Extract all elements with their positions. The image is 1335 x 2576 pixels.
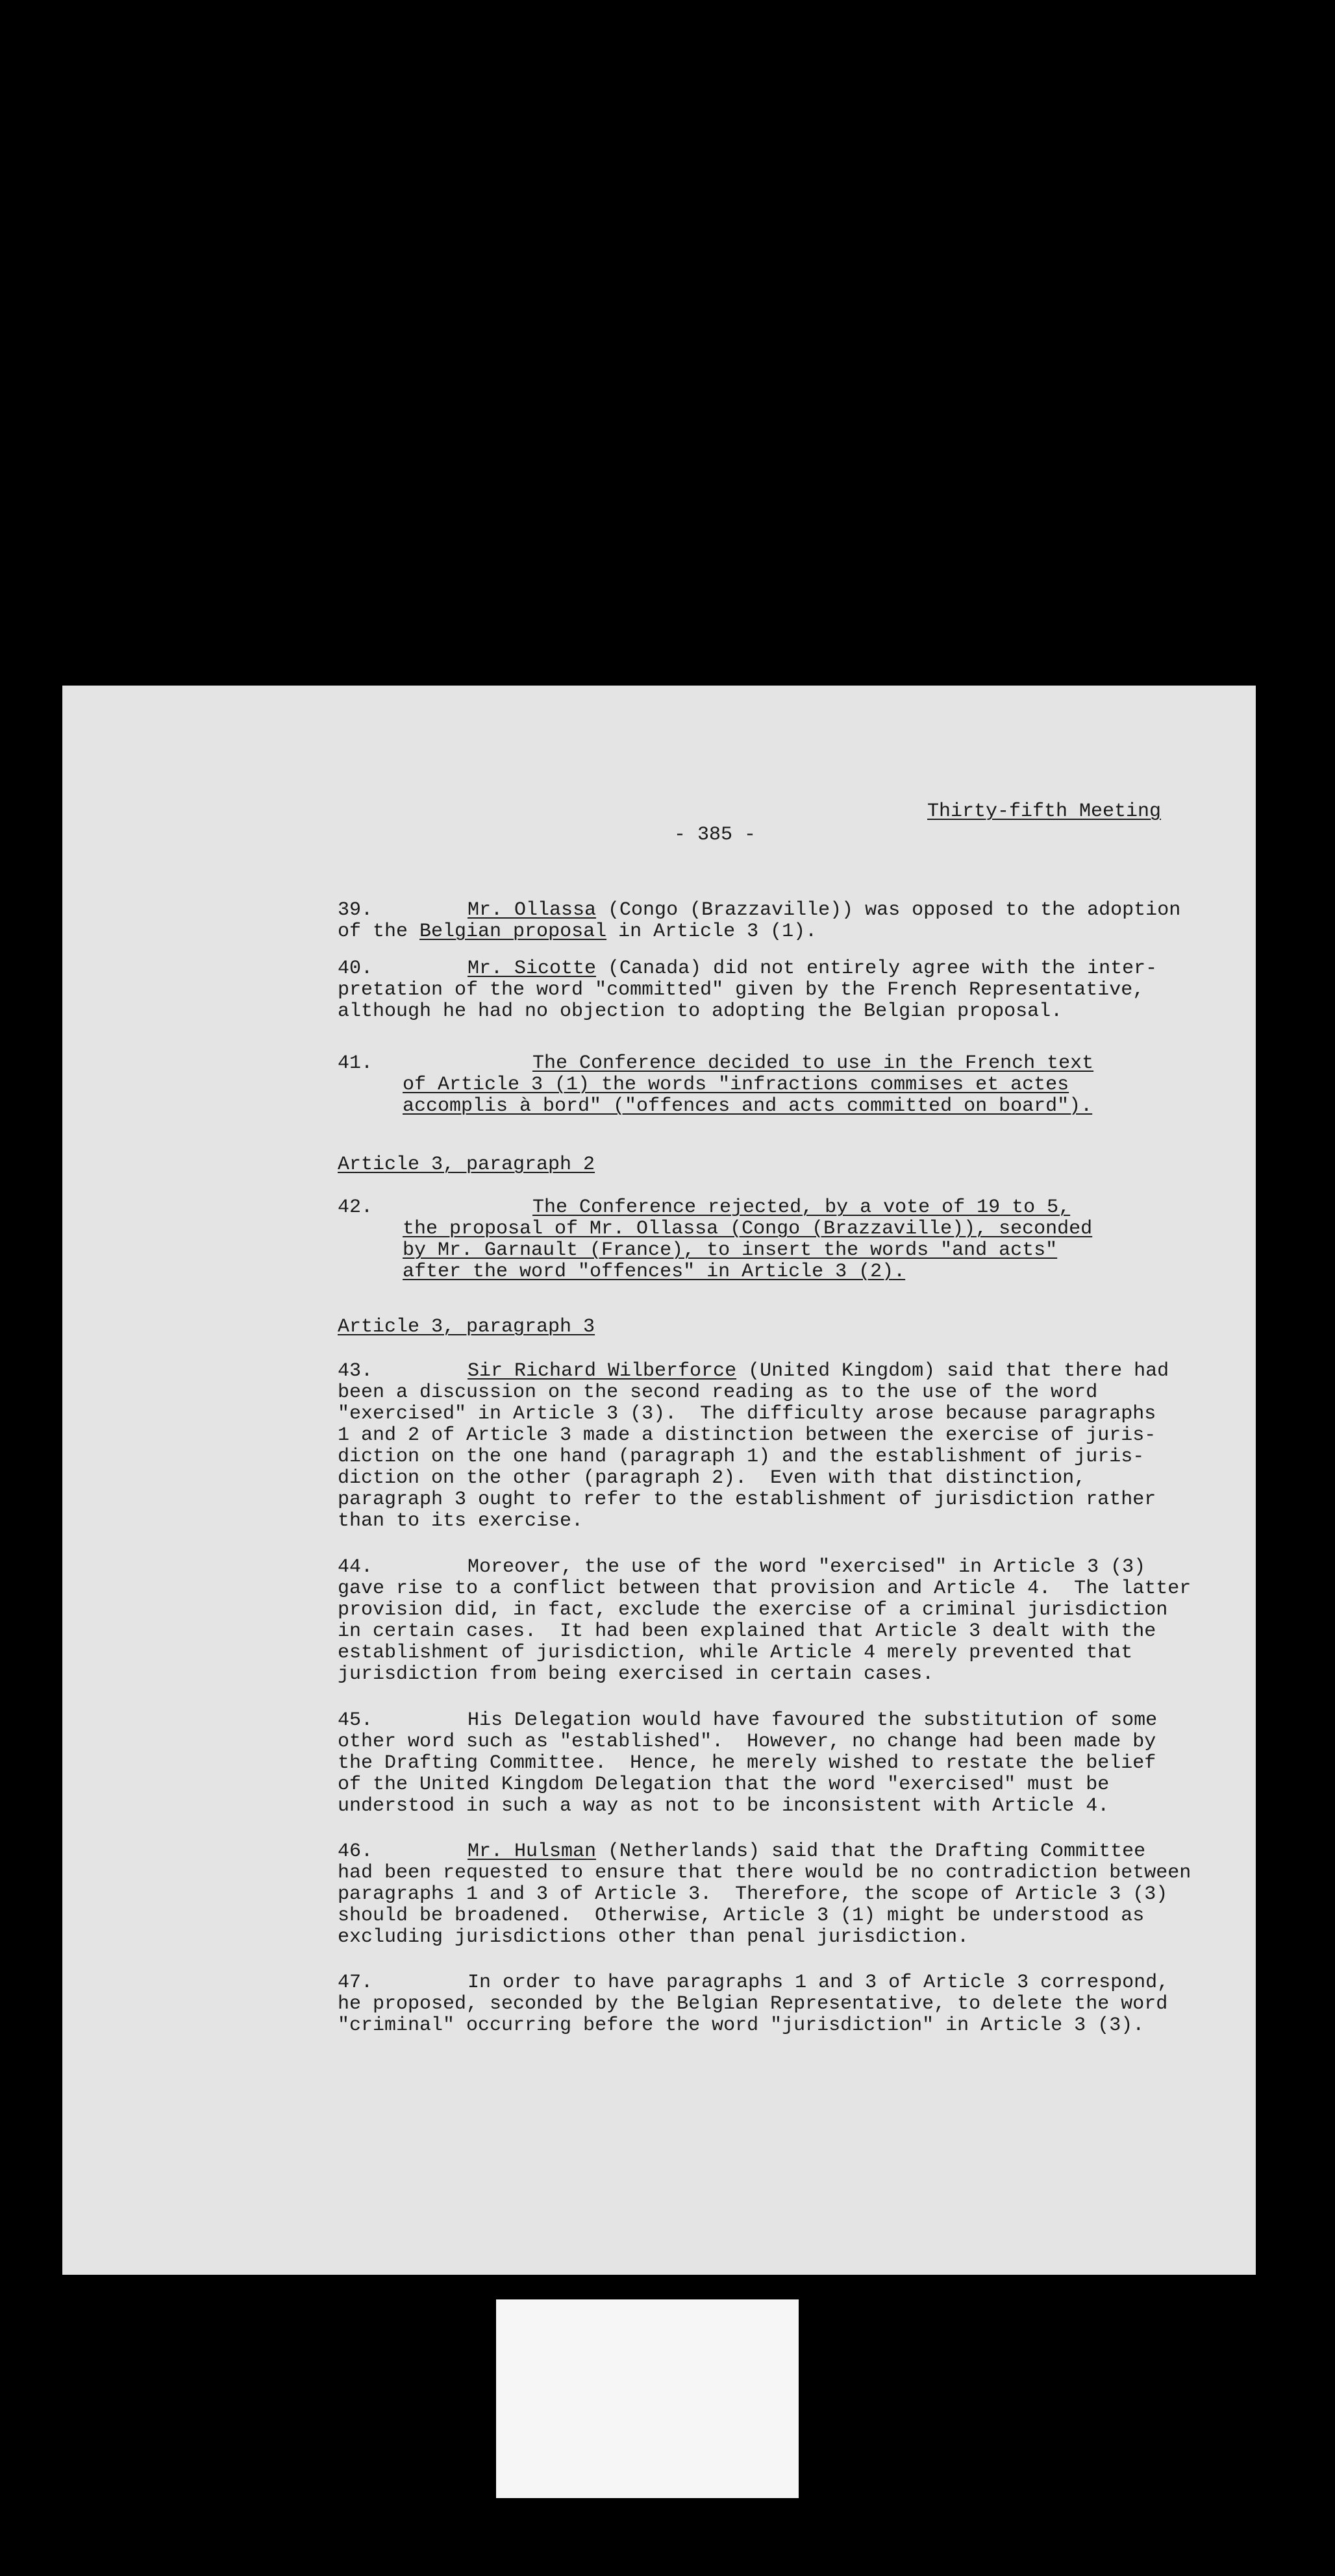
para-40-line-2: pretation of the word "committed" given by the French Representative,: [338, 979, 1145, 1001]
para-43-line-3: "exercised" in Article 3 (3). The difficulty arose because paragraphs: [338, 1403, 1156, 1425]
para-num-42: 42.: [338, 1196, 373, 1219]
decision-42-line-1: The Conference rejected, by a vote of 19 to 5,: [532, 1196, 1071, 1219]
decision-42-line-2: the proposal of Mr. Ollassa (Congo (Brazzaville)), seconded: [403, 1218, 1093, 1240]
para-43-line-4: 1 and 2 of Article 3 made a distinction between the exercise of juris-: [338, 1424, 1156, 1446]
para-47-line-3: "criminal" occurring before the word "jurisdiction" in Article 3 (3).: [338, 2014, 1145, 2037]
para-43-line-1: Sir Richard Wilberforce (United Kingdom) said that there had: [468, 1360, 1169, 1382]
para-43-line-2: been a discussion on the second reading as to the use of the word: [338, 1381, 1098, 1404]
para-45-line-2: other word such as "established". However, no change had been made by: [338, 1731, 1156, 1753]
para-40-line-3: although he had no objection to adopting the Belgian proposal.: [338, 1000, 1063, 1022]
para-46-line-4: should be broadened. Otherwise, Article 3 (1) might be understood as: [338, 1905, 1145, 1927]
para-47-line-1: In order to have paragraphs 1 and 3 of Article 3 correspond,: [468, 1972, 1169, 1994]
para-44-line-1: Moreover, the use of the word "exercised" in Article 3 (3): [468, 1556, 1146, 1578]
para-45-line-4: of the United Kingdom Delegation that the word "exercised" must be: [338, 1774, 1110, 1796]
document-page: [62, 686, 1256, 2275]
para-44-line-2: gave rise to a conflict between that provision and Article 4. The latter: [338, 1578, 1192, 1600]
para-44-line-6: jurisdiction from being exercised in certain cases.: [338, 1663, 934, 1685]
page-number: - 385 -: [674, 824, 756, 846]
para-45-line-3: the Drafting Committee. Hence, he merely wished to restate the belief: [338, 1752, 1156, 1774]
para-43-line-7: paragraph 3 ought to refer to the establishment of jurisdiction rather: [338, 1489, 1156, 1511]
para-40-line-1: Mr. Sicotte (Canada) did not entirely agree with the inter-: [468, 958, 1158, 980]
blank-paper-slip: [496, 2299, 799, 2498]
para-num-44: 44.: [338, 1556, 373, 1578]
meeting-header: Thirty-fifth Meeting: [927, 800, 1162, 823]
section-heading: Article 3, paragraph 2: [338, 1154, 595, 1176]
para-num-39: 39.: [338, 899, 373, 921]
para-46-line-1: Mr. Hulsman (Netherlands) said that the Drafting Committee: [468, 1840, 1146, 1863]
para-43-line-5: diction on the one hand (paragraph 1) and the establishment of juris-: [338, 1446, 1145, 1468]
decision-42-line-4: after the word "offences" in Article 3 (2).: [403, 1261, 906, 1283]
speaker-name: Sir Richard Wilberforce: [468, 1360, 737, 1382]
para-num-43: 43.: [338, 1360, 373, 1382]
para-num-47: 47.: [338, 1972, 373, 1994]
para-43-line-6: diction on the other (paragraph 2). Even with that distinction,: [338, 1467, 1086, 1489]
para-43-line-8: than to its exercise.: [338, 1510, 584, 1532]
para-47-line-2: he proposed, seconded by the Belgian Representative, to delete the word: [338, 1993, 1168, 2015]
para-45-line-5: understood in such a way as not to be inconsistent with Article 4.: [338, 1795, 1110, 1817]
para-44-line-5: establishment of jurisdiction, while Article 4 merely prevented that: [338, 1642, 1133, 1664]
decision-41-line-2: of Article 3 (1) the words "infractions commises et actes: [403, 1074, 1069, 1096]
para-44-line-3: provision did, in fact, exclude the exercise of a criminal jurisdiction: [338, 1599, 1168, 1621]
para-46-line-2: had been requested to ensure that there would be no contradiction between: [338, 1862, 1192, 1884]
para-num-46: 46.: [338, 1840, 373, 1863]
speaker-name: Mr. Sicotte: [468, 958, 597, 980]
speaker-name: Mr. Hulsman: [468, 1840, 597, 1863]
para-num-41: 41.: [338, 1052, 373, 1074]
para-46-line-5: excluding jurisdictions other than penal jurisdiction.: [338, 1926, 969, 1948]
para-num-45: 45.: [338, 1709, 373, 1731]
speaker-name: Mr. Ollassa: [468, 899, 597, 921]
para-39-line-1: Mr. Ollassa (Congo (Brazzaville)) was opposed to the adoption: [468, 899, 1181, 921]
section-heading: Article 3, paragraph 3: [338, 1316, 595, 1338]
para-44-line-4: in certain cases. It had been explained that Article 3 dealt with the: [338, 1620, 1156, 1642]
para-num-40: 40.: [338, 958, 373, 980]
decision-42-line-3: by Mr. Garnault (France), to insert the words "and acts": [403, 1239, 1058, 1261]
para-46-line-3: paragraphs 1 and 3 of Article 3. Therefore, the scope of Article 3 (3): [338, 1883, 1168, 1905]
decision-41-line-1: The Conference decided to use in the French text: [532, 1052, 1094, 1074]
para-45-line-1: His Delegation would have favoured the substitution of some: [468, 1709, 1158, 1731]
decision-41-line-3: accomplis à bord" ("offences and acts committed on board").: [403, 1095, 1093, 1117]
para-39-line-2: of the Belgian proposal in Article 3 (1).: [338, 921, 817, 943]
